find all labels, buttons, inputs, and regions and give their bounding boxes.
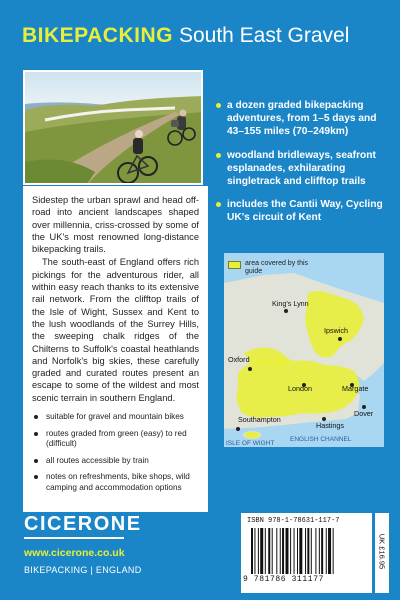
legend-text: area covered by this guide (245, 260, 309, 275)
blurb-paragraph: Sidestep the urban sprawl and head off-road into ancient landscapes shaped over millennia, criss-crossed by some of the UK's most renowned long-distance bikepacking trails. (32, 195, 199, 255)
feature-item: routes graded from green (easy) to red (difficult) (32, 429, 199, 450)
feature-item: notes on refreshments, bike shops, wild camping and accommodation options (32, 472, 199, 493)
place-marker (248, 367, 252, 371)
price-label: UK £16.95 (377, 533, 387, 570)
bullet-icon (216, 153, 221, 158)
map-label-dover: Dover (354, 409, 374, 418)
bullet-icon (216, 103, 221, 108)
barcode-image (251, 528, 363, 574)
highlight-item: includes the Cantii Way, Cycling UK's circuit of Kent (216, 198, 388, 224)
publisher-url: www.cicerone.co.uk (24, 547, 125, 559)
map-label-isle-of-wight: ISLE OF WIGHT (226, 440, 275, 447)
map-legend (228, 260, 320, 276)
map-label-oxford: Oxford (228, 355, 250, 364)
series-title: BIKEPACKING (22, 24, 173, 47)
blurb (32, 194, 199, 404)
map-label-kings-lynn: King's Lynn (272, 299, 309, 308)
book-subtitle: South East Gravel (178, 24, 350, 47)
price-strip (375, 513, 389, 593)
highlights-list (216, 99, 388, 235)
barcode-box (241, 513, 372, 593)
map-label-ipswich: Ipswich (324, 326, 348, 335)
map-label-hastings: Hastings (316, 421, 344, 430)
bullet-icon (34, 415, 38, 419)
bullet-icon (34, 459, 38, 463)
cover-photo (23, 70, 203, 185)
description-panel (23, 186, 208, 512)
coverage-map (224, 253, 384, 447)
map-label-english-channel: ENGLISH CHANNEL (290, 436, 352, 443)
place-marker (338, 337, 342, 341)
highlight-item: woodland bridleways, seafront esplanades, exhilarating singletrack and clifftop trails (216, 149, 388, 189)
barcode-number: 9 781786 311177 (243, 575, 325, 584)
coverage-area-iow (244, 432, 260, 439)
blurb-paragraph: The south-east of England offers rich pickings for the adventurous rider, all within easy reach thanks to its extensive rail network. From the clifftop trails of the Isle of Wight, Sussex and Kent to the lush woodlands of the Surrey Hills, the sweeping chalk ridges of the Chilterns to Suffolk's coastal heathlands and Norfolk's big skies, these carefully graded and curated routes present an escape to some of the wildest and most scenic terrain in southern England. (32, 257, 199, 403)
feature-item: suitable for gravel and mountain bikes (32, 412, 199, 423)
place-marker (236, 427, 240, 431)
bullet-icon (34, 432, 38, 436)
map-label-southampton: Southampton (238, 415, 281, 424)
map-label-london: London (288, 384, 312, 393)
bullet-icon (34, 475, 38, 479)
cyclists-clifftop-image (25, 72, 203, 185)
cover-title (22, 24, 349, 48)
place-marker (284, 309, 288, 313)
category-label: BIKEPACKING | ENGLAND (24, 565, 142, 575)
legend-swatch (228, 261, 241, 269)
logo-underline (24, 537, 124, 539)
publisher-logo: CICERONE (24, 513, 142, 539)
bullet-icon (216, 202, 221, 207)
feature-item: all routes accessible by train (32, 456, 199, 467)
map-label-margate: Margate (342, 384, 369, 393)
features-list (32, 412, 199, 493)
isbn-text: ISBN 978-1-78631-117-7 (247, 517, 340, 525)
highlight-item: a dozen graded bikepacking adventures, from 1–5 days and 43–155 miles (70–249km) (216, 99, 388, 139)
